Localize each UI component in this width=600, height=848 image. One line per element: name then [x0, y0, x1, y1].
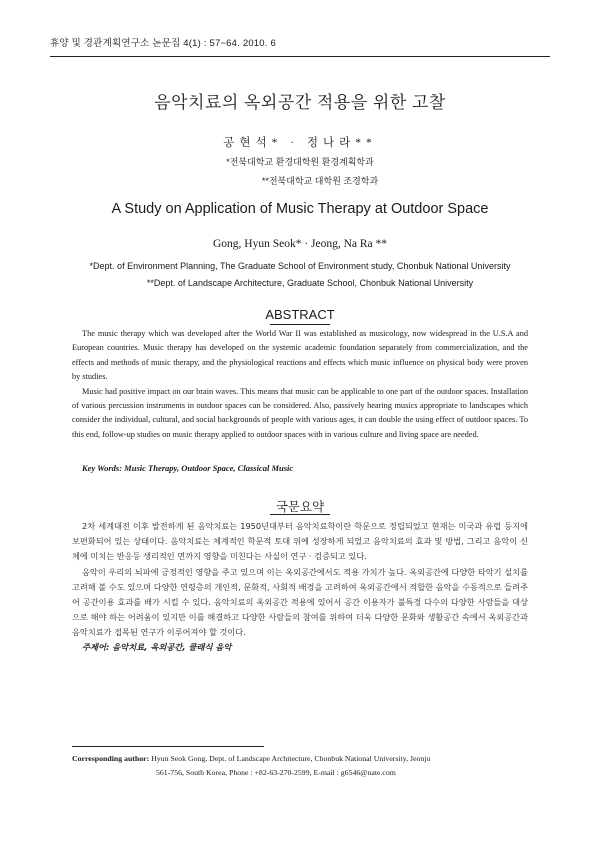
korean-affiliation-1: *전북대학교 환경대학원 환경계획학과 [226, 157, 374, 167]
corresponding-line-2: 561-756, South Korea, Phone : +82-63-270-2599, E-mail : g6546@nate.com [156, 768, 396, 777]
abstract-heading: ABSTRACT [265, 307, 335, 322]
korean-abstract-body [72, 519, 528, 641]
corresponding-details: Hyun Seok Gong, Dept. of Landscape Architecture, Chonbuk National University, Jeonju [151, 754, 431, 763]
corresponding-label: Corresponding author: [72, 754, 150, 763]
corresponding-line-1 [72, 752, 532, 766]
abstract-paragraph: Music had positive impact on our brain waves. This means that music can be applicable to one part of the outdoor spaces. Installation of various percussion instruments in outdoor spaces can be considered. Also, passively hearing musics appropriate to landscapes which consider the individual, cultural, and social backgrounds of people with various ages, it can double the using effect of outdoor spaces. To this end, follow-up studies on music therapy applied to outdoor spaces with in various culture and living space are needed. [72, 386, 528, 439]
header-rule [50, 56, 550, 57]
english-keywords: Key Words: Music Therapy, Outdoor Space, Classical Music [82, 463, 294, 473]
english-affiliation-1: *Dept. of Environment Planning, The Graduate School of Environment study, Chonbuk National University [89, 261, 511, 271]
english-title: A Study on Application of Music Therapy at Outdoor Space [111, 201, 489, 217]
abstract-heading-rule [270, 324, 330, 325]
abstract-paragraph: The music therapy which was developed after the World War II was established as musicology, now widespread in the U.S.A and European countries. Music therapy has developed on the systemic academic foundation separately from commercialization, and the effects and methods of music therapy, and the physiological reactions and effects which music influence on physical body were proven by studies. [72, 329, 528, 382]
korean-abstract-paragraph: 음악이 우리의 뇌파에 긍정적인 영향을 주고 있으며 이는 옥외공간에서도 적용 가치가 높다. 옥외공간에 다양한 타악기 설치를 고려해 볼 수도 있으며 다양한 연령층의 개인적, 문화적, 사회적 배경을 고려하여 옥외공간에서 적합한 음악을 수동적으로 들려주어 공간이용 효과를 배가 시킬 수 있다. 음악치료의 옥외공간 적용에 있어서 공간 이용자가 불특정 다수의 다양한 사람들을 대상으로 해야 하는 어려움이 있지만 이를 해결하고 다양한 사람들의 참여를 위하여 더욱 다양한 문화와 생활공간 속에서 옥외공간과 음악치료가 접목된 연구가 이루어져야 할 것이다. [72, 566, 528, 638]
korean-affiliation-2: **전북대학교 대학원 조경학과 [261, 176, 379, 186]
footnote-rule [72, 746, 264, 747]
journal-header: 휴양 및 경관계획연구소 논문집 4(1) : 57~64. 2010. 6 [50, 38, 276, 49]
korean-abstract-heading-rule [270, 514, 330, 515]
korean-abstract-paragraph: 2차 세계대전 이후 발전하게 된 음악치료는 1950년대부터 음악치료학이란 학문으로 정립되었고 현재는 미국과 유럽 등지에 보편화되어 있는 상태이다. 음악치료는 체계적인 학문적 토대 위에 성장하게 되었고 음악치료의 효과 및 방법, 그리고 음악이 신체에 미치는 반응등 생리적인 면까지 영향을 미친다는 사실이 연구 · 검증되고 있다. [72, 521, 528, 562]
korean-abstract-heading: 국문요약 [275, 500, 325, 514]
korean-keywords: 주제어: 음악치료, 옥외공간, 클래식 음악 [82, 642, 232, 652]
abstract-body [72, 327, 528, 442]
korean-authors: 공현석* · 정나라** [223, 137, 377, 149]
english-affiliation-2: **Dept. of Landscape Architecture, Graduate School, Chonbuk National University [146, 278, 474, 288]
corresponding-author-note [72, 752, 532, 780]
english-authors: Gong, Hyun Seok* · Jeong, Na Ra ** [212, 238, 388, 250]
korean-title: 음악치료의 옥외공간 적용을 위한 고찰 [154, 93, 446, 112]
